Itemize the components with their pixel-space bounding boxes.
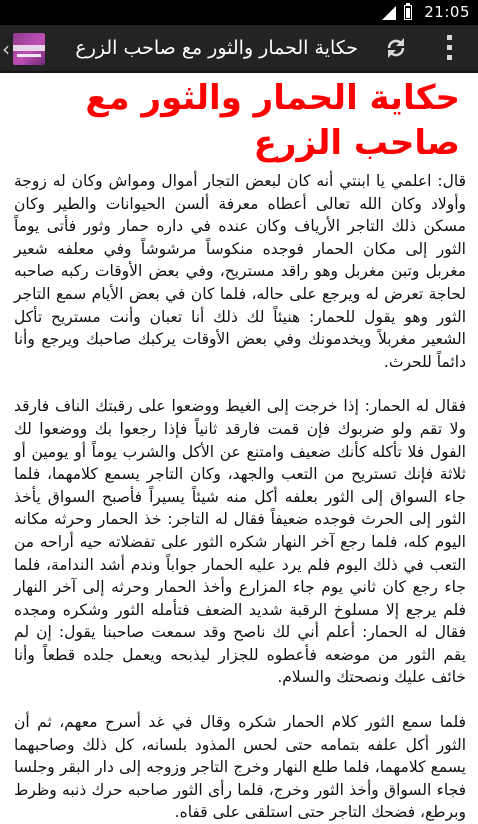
article-paragraph-2: فقال له الحمار: إذا خرجت إلى الغيط ووضعوا على رقبتك الناف فارقد ولا تقم ولو ضربوك فإن قمت فارقد ثانياً فإذا رجعوا بك ووضعوا لك الفول فلا تأكله كأنك ضعيف وامتنع عن الأكل والشرب يوماً أو يومين أو ثلاثة فإنك تستريح من التعب والجهد، وكان التاجر يسمع كلامهما، فلما جاء السواق إلى الثور بعلفه أكل منه شيئاً يسيراً فأصبح السواق يأخذ الثور إلى الحرث فوجده ضعيفاً فقال له التاجر: خذ الحمار وحرثه مكانه اليوم كله، فلما رجع آخر النهار شكره الثور على تفضلاته حيه أراحه من التعب في ذلك اليوم فلم يرد عليه الحمار جواباً وندم أشد الندامة، فلما جاء رجع كان ثاني يوم جاء المزارع وأخذ الحمار وحرثه إلى آخر النهار فلم يرجع إلا مسلوخ الرقبة شديد الضعف فتأمله الثور وشكره ومجده فقال له الحمار: أعلم أني لك ناصح وقد سمعت صاحبنا يقول: إن لم يقم الثور من موضعه فأعطوه للجزار ليذبحه ويعمل جلده قطعاً وأنا خائف عليك ونصحتك والسلام. — [14, 397, 466, 687]
up-chevron-icon[interactable]: ‹ — [2, 37, 10, 61]
article-body — [14, 170, 466, 822]
battery-icon — [404, 5, 412, 20]
overflow-menu-icon[interactable] — [447, 35, 453, 63]
action-bar-title: حكاية الحمار والثور مع صاحب الزرع — [75, 37, 358, 59]
status-time: 21:05 — [424, 3, 470, 21]
action-bar — [0, 25, 478, 73]
article-heading: حكاية الحمار والثور مع صاحب الزرع — [85, 78, 460, 163]
signal-icon — [382, 6, 396, 20]
app-icon[interactable] — [13, 33, 45, 65]
status-bar — [0, 0, 478, 25]
article-paragraph-3: فلما سمع الثور كلام الحمار شكره وقال في غد أسرح معهم، ثم أن الثور أكل علفه بتمامه حتى لحس المذود بلسانه، كل ذلك وصاحبهما يسمع كلامهما، فلما طلع النهار وخرج التاجر وزوجه إلى دار البقر وجلسا فجاء السواق وأخذ الثور وخرج، فلما رأى الثور صاحبه حرك ذنبه وظرط وبرطع، فضحك التاجر حتى استلقى على قفاه. — [14, 713, 466, 822]
refresh-icon[interactable] — [384, 36, 408, 60]
article-paragraph-1: قال: اعلمي يا ابنتي أنه كان لبعض التجار أموال ومواش وكان له زوجة وأولاد وكان الله تعالى أعطاه معرفة ألسن الحيوانات والطير وكان مسكن ذلك التاجر الأرياف وكان عنده في داره حمار وثور فأتى يوماً الثور إلى مكان الحمار فوجده منكوساً مرشوشاً وفي معلفه شعير مغربل وتبن مغربل وهو راقد مستريح، وفي بعض الأوقات ركبه صاحبه لحاجة تعرض له ويرجع على حاله، فلما كان في بعض الأيام سمع التاجر الثور وهو يقول للحمار: هنيئاً لك ذلك أنا تعبان وأنت مستريح تأكل الشعير مغربلاً ويخدمونك وفي بعض الأوقات يركبك صاحبك ويرجع وأنا دائماً للحرث. — [14, 172, 466, 371]
